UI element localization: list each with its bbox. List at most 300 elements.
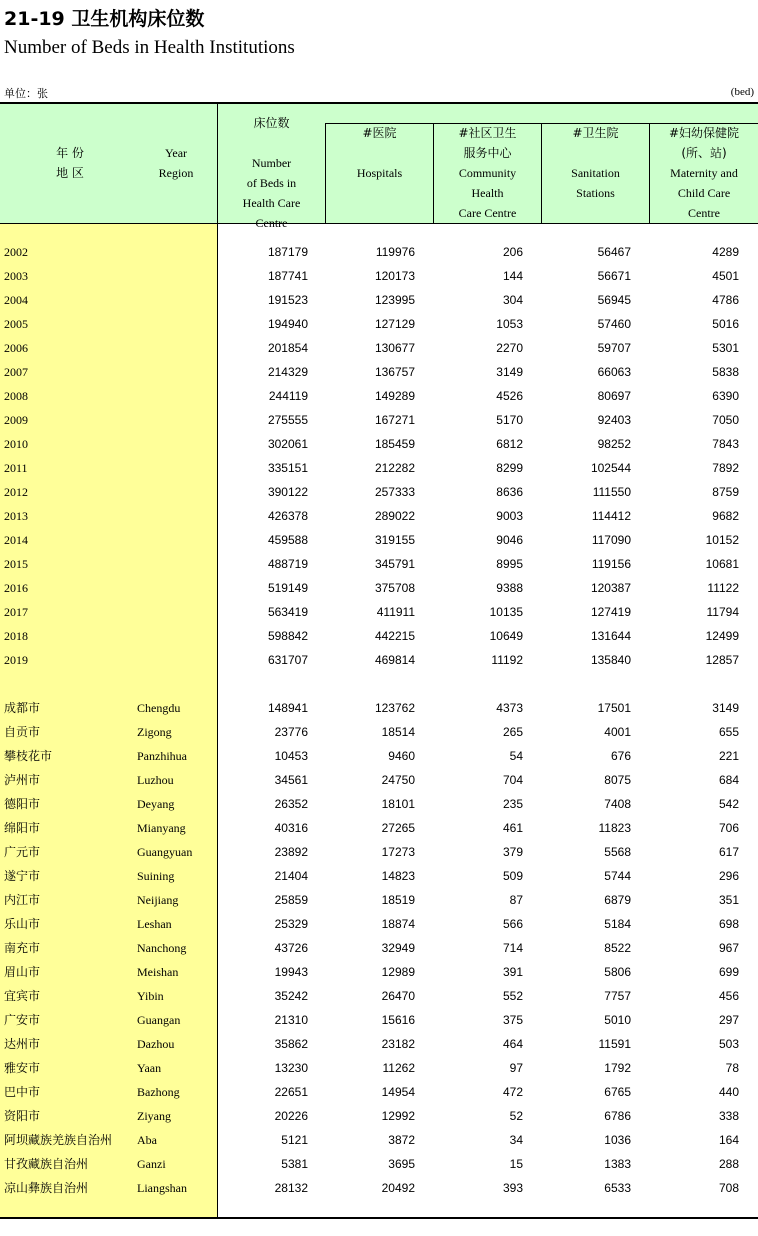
- year-cell: 2002: [4, 245, 28, 259]
- table-row: [0, 840, 758, 864]
- region-name-en: Ziyang: [137, 1109, 171, 1123]
- hospitals-cell: 167271: [374, 413, 415, 427]
- total-cell: 5121: [281, 1133, 308, 1147]
- region-name-en: Bazhong: [137, 1085, 180, 1099]
- maternity-cell: 10152: [705, 533, 739, 547]
- hospitals-cell: 469814: [374, 653, 415, 667]
- region-name-cn: 乐山市: [4, 917, 41, 931]
- community-cell: 391: [502, 965, 523, 979]
- total-cell: 488719: [267, 557, 308, 571]
- sanitation-cell: 117090: [591, 533, 631, 547]
- community-cell: 1053: [496, 317, 523, 331]
- region-name-cn: 阿坝藏族羌族自治州: [4, 1133, 113, 1147]
- total-cell: 25329: [274, 917, 308, 931]
- total-cell: 214329: [267, 365, 308, 379]
- hospitals-cell: 123995: [374, 293, 415, 307]
- year-cell: 2010: [4, 437, 28, 451]
- community-cell: 9046: [496, 533, 523, 547]
- total-cell: 563419: [267, 605, 308, 619]
- maternity-cell: 12857: [705, 653, 739, 667]
- hospitals-cell: 11262: [382, 1061, 415, 1075]
- maternity-cell: 4501: [712, 269, 739, 283]
- maternity-cell: 351: [718, 893, 739, 907]
- community-cell: 509: [502, 869, 523, 883]
- table-row: [0, 744, 758, 768]
- year-cell: 2019: [4, 653, 28, 667]
- maternity-cell: 708: [718, 1181, 739, 1195]
- table-row: [0, 864, 758, 888]
- table-row: [0, 408, 758, 432]
- sanitation-cell: 56945: [597, 293, 631, 307]
- year-cell: 2014: [4, 533, 28, 547]
- total-cell: 194940: [267, 317, 308, 331]
- total-cell: 148941: [267, 701, 308, 715]
- hospitals-cell: 442215: [374, 629, 415, 643]
- maternity-cell: 10681: [705, 557, 739, 571]
- region-name-en: Ganzi: [137, 1157, 166, 1171]
- year-cell: 2011: [4, 461, 28, 475]
- maternity-cell: 297: [718, 1013, 739, 1027]
- table-row: [0, 312, 758, 336]
- hospitals-cell: 17273: [381, 845, 415, 859]
- region-name-cn: 广元市: [4, 845, 41, 859]
- sanitation-cell: 1792: [604, 1061, 631, 1075]
- header-bottom-rule: [0, 223, 758, 224]
- total-cell: 187179: [267, 245, 308, 259]
- header-hospitals: #医院 Hospitals: [356, 126, 403, 180]
- hospitals-cell: 127129: [374, 317, 415, 331]
- maternity-cell: 655: [718, 725, 739, 739]
- header-stub-cn: 年 份 地 区: [56, 146, 84, 180]
- year-cell: 2012: [4, 485, 28, 499]
- sanitation-cell: 131644: [590, 629, 631, 643]
- region-name-cn: 雅安市: [4, 1061, 41, 1075]
- table-row: [0, 528, 758, 552]
- table-row: [0, 504, 758, 528]
- community-cell: 15: [509, 1157, 523, 1171]
- hospitals-cell: 23182: [381, 1037, 415, 1051]
- sanitation-cell: 56671: [597, 269, 631, 283]
- hospitals-cell: 18101: [381, 797, 415, 811]
- community-cell: 393: [502, 1181, 523, 1195]
- community-cell: 10649: [489, 629, 523, 643]
- hospitals-cell: 345791: [374, 557, 415, 571]
- year-cell: 2006: [4, 341, 28, 355]
- total-cell: 598842: [267, 629, 308, 643]
- maternity-cell: 967: [718, 941, 739, 955]
- table-bottom-rule: [0, 1217, 758, 1219]
- year-cell: 2016: [4, 581, 28, 595]
- table-row: [0, 576, 758, 600]
- table-row: [0, 264, 758, 288]
- region-name-cn: 甘孜藏族自治州: [4, 1157, 89, 1171]
- maternity-cell: 699: [718, 965, 739, 979]
- total-cell: 40316: [274, 821, 308, 835]
- maternity-cell: 7843: [712, 437, 739, 451]
- total-cell: 13230: [274, 1061, 308, 1075]
- sanitation-cell: 80697: [597, 389, 631, 403]
- maternity-cell: 4786: [712, 293, 739, 307]
- table-row: [0, 480, 758, 504]
- total-cell: 22651: [274, 1085, 308, 1099]
- maternity-cell: 11794: [706, 605, 739, 619]
- community-cell: 375: [502, 1013, 523, 1027]
- sanitation-cell: 111550: [592, 485, 631, 499]
- header-sanitation: #卫生院 Sanitation Stations: [571, 126, 620, 200]
- table-row: [0, 792, 758, 816]
- total-cell: 426378: [267, 509, 308, 523]
- sanitation-cell: 6879: [604, 893, 631, 907]
- maternity-cell: 11122: [707, 581, 739, 595]
- maternity-cell: 456: [718, 989, 739, 1003]
- sanitation-cell: 1036: [604, 1133, 631, 1147]
- region-name-cn: 泸州市: [4, 773, 41, 787]
- maternity-cell: 684: [718, 773, 739, 787]
- maternity-cell: 7050: [712, 413, 739, 427]
- table-row: [0, 1056, 758, 1080]
- region-name-en: Meishan: [137, 965, 179, 979]
- region-name-en: Leshan: [137, 917, 172, 931]
- community-cell: 4526: [496, 389, 523, 403]
- sanitation-cell: 11823: [598, 821, 631, 835]
- community-cell: 464: [502, 1037, 523, 1051]
- total-cell: 302061: [267, 437, 308, 451]
- maternity-cell: 288: [718, 1157, 739, 1171]
- community-cell: 6812: [496, 437, 523, 451]
- year-cell: 2008: [4, 389, 28, 403]
- community-cell: 97: [509, 1061, 523, 1075]
- community-cell: 10135: [489, 605, 523, 619]
- table-row: [0, 384, 758, 408]
- community-cell: 2270: [496, 341, 523, 355]
- total-cell: 34561: [274, 773, 308, 787]
- maternity-cell: 7892: [712, 461, 739, 475]
- region-name-cn: 凉山彝族自治州: [4, 1181, 89, 1195]
- total-cell: 35862: [274, 1037, 308, 1051]
- sanitation-cell: 119156: [591, 557, 631, 571]
- total-cell: 20226: [274, 1109, 308, 1123]
- hospitals-cell: 375708: [374, 581, 415, 595]
- region-name-cn: 绵阳市: [4, 821, 41, 835]
- table-row: [0, 1176, 758, 1200]
- hospitals-cell: 12992: [381, 1109, 415, 1123]
- maternity-cell: 440: [718, 1085, 739, 1099]
- region-name-cn: 成都市: [4, 701, 41, 715]
- hospitals-cell: 14823: [381, 869, 415, 883]
- page-title-en: Number of Beds in Health Institutions: [4, 37, 295, 58]
- hospitals-cell: 212282: [374, 461, 415, 475]
- region-name-en: Guangan: [137, 1013, 181, 1027]
- table-row: [0, 1008, 758, 1032]
- region-name-en: Neijiang: [137, 893, 179, 907]
- hospitals-cell: 14954: [381, 1085, 415, 1099]
- region-name-en: Suining: [137, 869, 175, 883]
- community-cell: 704: [502, 773, 523, 787]
- page-title-cn: 21-19 卫生机构床位数: [4, 8, 205, 30]
- table-row: [0, 720, 758, 744]
- total-cell: 23892: [274, 845, 308, 859]
- table-row: [0, 360, 758, 384]
- table-row: [0, 984, 758, 1008]
- region-name-en: Dazhou: [137, 1037, 175, 1051]
- sanitation-cell: 114412: [591, 509, 631, 523]
- total-cell: 35242: [274, 989, 308, 1003]
- table-row: [0, 1104, 758, 1128]
- hospitals-cell: 20492: [381, 1181, 415, 1195]
- sanitation-cell: 56467: [597, 245, 631, 259]
- maternity-cell: 706: [718, 821, 739, 835]
- maternity-cell: 221: [718, 749, 739, 763]
- hospitals-cell: 26470: [381, 989, 415, 1003]
- year-cell: 2017: [4, 605, 28, 619]
- table-row: [0, 960, 758, 984]
- sanitation-cell: 102544: [590, 461, 631, 475]
- sanitation-cell: 5184: [604, 917, 631, 931]
- total-cell: 519149: [267, 581, 308, 595]
- total-cell: 275555: [267, 413, 308, 427]
- hospitals-cell: 136757: [374, 365, 415, 379]
- sanitation-cell: 6533: [604, 1181, 631, 1195]
- total-cell: 21310: [274, 1013, 308, 1027]
- community-cell: 8636: [496, 485, 523, 499]
- region-name-cn: 攀枝花市: [4, 749, 53, 763]
- community-cell: 34: [509, 1133, 523, 1147]
- total-cell: 5381: [281, 1157, 308, 1171]
- total-cell: 10453: [274, 749, 308, 763]
- region-name-cn: 内江市: [4, 893, 41, 907]
- region-name-cn: 宜宾市: [4, 989, 41, 1003]
- sanitation-cell: 5744: [604, 869, 631, 883]
- table-row: [0, 696, 758, 720]
- maternity-cell: 503: [718, 1037, 739, 1051]
- year-cell: 2013: [4, 509, 28, 523]
- sanitation-cell: 57460: [597, 317, 631, 331]
- community-cell: 552: [502, 989, 523, 1003]
- hospitals-cell: 123762: [374, 701, 415, 715]
- maternity-cell: 3149: [712, 701, 739, 715]
- sanitation-cell: 5568: [604, 845, 631, 859]
- table-row: [0, 456, 758, 480]
- sanitation-cell: 11591: [598, 1037, 631, 1051]
- total-cell: 21404: [274, 869, 308, 883]
- table-row: [0, 888, 758, 912]
- hospitals-cell: 24750: [381, 773, 415, 787]
- region-name-cn: 达州市: [4, 1037, 41, 1051]
- total-cell: 19943: [274, 965, 308, 979]
- hospitals-cell: 18519: [381, 893, 415, 907]
- community-cell: 3149: [496, 365, 523, 379]
- total-cell: 244119: [268, 389, 308, 403]
- total-cell: 631707: [267, 653, 308, 667]
- table-row: [0, 912, 758, 936]
- year-cell: 2009: [4, 413, 28, 427]
- hospitals-cell: 15616: [381, 1013, 415, 1027]
- sanitation-cell: 676: [610, 749, 631, 763]
- sanitation-cell: 127419: [590, 605, 631, 619]
- table-row: [0, 1080, 758, 1104]
- community-cell: 206: [502, 245, 523, 259]
- maternity-cell: 5016: [712, 317, 739, 331]
- hospitals-cell: 257333: [374, 485, 415, 499]
- year-cell: 2015: [4, 557, 28, 571]
- total-cell: 191523: [267, 293, 308, 307]
- region-name-en: Luzhou: [137, 773, 174, 787]
- region-name-en: Liangshan: [137, 1181, 187, 1195]
- sanitation-cell: 7408: [604, 797, 631, 811]
- table-row: [0, 624, 758, 648]
- year-cell: 2018: [4, 629, 28, 643]
- hospitals-cell: 289022: [374, 509, 415, 523]
- region-name-en: Panzhihua: [137, 749, 187, 763]
- community-cell: 8995: [496, 557, 523, 571]
- maternity-cell: 6390: [712, 389, 739, 403]
- region-name-cn: 南充市: [4, 941, 41, 955]
- community-cell: 566: [502, 917, 523, 931]
- region-name-cn: 自贡市: [4, 725, 41, 739]
- header-maternity: #妇幼保健院 (所、站) Maternity and Child Care Centre: [668, 126, 740, 220]
- year-cell: 2003: [4, 269, 28, 283]
- table-row: [0, 1152, 758, 1176]
- maternity-cell: 78: [725, 1061, 739, 1075]
- sanitation-cell: 7757: [604, 989, 631, 1003]
- community-cell: 52: [509, 1109, 523, 1123]
- community-cell: 87: [509, 893, 523, 907]
- region-name-en: Nanchong: [137, 941, 187, 955]
- header-beds: 床位数 Number of Beds in Health Care Centre: [242, 116, 301, 230]
- region-name-en: Aba: [137, 1133, 157, 1147]
- region-name-cn: 广安市: [4, 1013, 41, 1027]
- maternity-cell: 9682: [712, 509, 739, 523]
- region-name-en: Zigong: [137, 725, 172, 739]
- region-name-cn: 遂宁市: [4, 869, 41, 883]
- sanitation-cell: 135840: [590, 653, 631, 667]
- hospitals-cell: 119976: [375, 245, 415, 259]
- total-cell: 459588: [267, 533, 308, 547]
- maternity-cell: 5301: [712, 341, 739, 355]
- community-cell: 714: [502, 941, 523, 955]
- region-name-en: Guangyuan: [137, 845, 193, 859]
- region-name-cn: 眉山市: [4, 965, 41, 979]
- year-cell: 2004: [4, 293, 28, 307]
- sanitation-cell: 66063: [597, 365, 631, 379]
- community-cell: 5170: [496, 413, 523, 427]
- hospitals-cell: 12989: [381, 965, 415, 979]
- total-cell: 187741: [267, 269, 308, 283]
- region-name-en: Deyang: [137, 797, 175, 811]
- total-cell: 28132: [274, 1181, 308, 1195]
- total-cell: 335151: [267, 461, 308, 475]
- region-name-en: Yaan: [137, 1061, 162, 1075]
- hospitals-cell: 18874: [381, 917, 415, 931]
- community-cell: 144: [502, 269, 523, 283]
- sanitation-cell: 120387: [590, 581, 631, 595]
- table-row: [0, 936, 758, 960]
- maternity-cell: 296: [718, 869, 739, 883]
- year-cell: 2005: [4, 317, 28, 331]
- sanitation-cell: 59707: [597, 341, 631, 355]
- unit-label-cn: 单位：张: [4, 87, 48, 100]
- community-cell: 235: [502, 797, 523, 811]
- community-cell: 265: [502, 725, 523, 739]
- table-row: [0, 432, 758, 456]
- table-row: [0, 1128, 758, 1152]
- table-row: [0, 288, 758, 312]
- total-cell: 201854: [267, 341, 308, 355]
- sanitation-cell: 1383: [604, 1157, 631, 1171]
- maternity-cell: 4289: [712, 245, 739, 259]
- table-row: [0, 816, 758, 840]
- maternity-cell: 164: [718, 1133, 739, 1147]
- table-row: [0, 648, 758, 672]
- table-row: [0, 336, 758, 360]
- hospitals-cell: 130677: [374, 341, 415, 355]
- maternity-cell: 5838: [712, 365, 739, 379]
- region-name-en: Yibin: [137, 989, 164, 1003]
- total-cell: 43726: [274, 941, 308, 955]
- hospitals-cell: 149289: [374, 389, 415, 403]
- table-row: [0, 600, 758, 624]
- community-cell: 54: [509, 749, 523, 763]
- maternity-cell: 617: [718, 845, 739, 859]
- total-cell: 26352: [274, 797, 308, 811]
- table-top-rule: [0, 102, 758, 104]
- hospitals-cell: 27265: [381, 821, 415, 835]
- community-cell: 9003: [496, 509, 523, 523]
- sanitation-cell: 8075: [604, 773, 631, 787]
- community-cell: 9388: [496, 581, 523, 595]
- community-cell: 304: [502, 293, 523, 307]
- hospitals-cell: 18514: [381, 725, 415, 739]
- hospitals-cell: 3872: [388, 1133, 415, 1147]
- table-row: [0, 240, 758, 264]
- region-name-cn: 巴中市: [4, 1085, 41, 1099]
- unit-label-en: (bed): [730, 86, 754, 98]
- community-cell: 461: [502, 821, 523, 835]
- total-cell: 23776: [274, 725, 308, 739]
- maternity-cell: 12499: [705, 629, 739, 643]
- hospitals-cell: 185459: [374, 437, 415, 451]
- sanitation-cell: 6786: [604, 1109, 631, 1123]
- maternity-cell: 542: [718, 797, 739, 811]
- maternity-cell: 698: [718, 917, 739, 931]
- sanitation-cell: 98252: [597, 437, 631, 451]
- sanitation-cell: 5010: [604, 1013, 631, 1027]
- region-name-en: Chengdu: [137, 701, 181, 715]
- community-cell: 4373: [496, 701, 523, 715]
- community-cell: 379: [502, 845, 523, 859]
- region-name-cn: 资阳市: [4, 1109, 41, 1123]
- hospitals-cell: 411911: [376, 605, 415, 619]
- community-cell: 472: [502, 1085, 523, 1099]
- hospitals-cell: 3695: [388, 1157, 415, 1171]
- region-name-en: Mianyang: [137, 821, 186, 835]
- table-row: [0, 552, 758, 576]
- maternity-cell: 8759: [712, 485, 739, 499]
- sanitation-cell: 4001: [604, 725, 631, 739]
- year-cell: 2007: [4, 365, 28, 379]
- hospitals-cell: 9460: [388, 749, 415, 763]
- hospitals-cell: 319155: [374, 533, 415, 547]
- sanitation-cell: 6765: [604, 1085, 631, 1099]
- header-stub-en: Year Region: [158, 146, 194, 180]
- table-row: [0, 1032, 758, 1056]
- community-cell: 11192: [491, 653, 523, 667]
- header-community: #社区卫生 服务中心 Community Health Care Centre: [458, 126, 517, 220]
- table-row: [0, 768, 758, 792]
- total-cell: 25859: [274, 893, 308, 907]
- community-cell: 8299: [496, 461, 523, 475]
- sanitation-cell: 8522: [604, 941, 631, 955]
